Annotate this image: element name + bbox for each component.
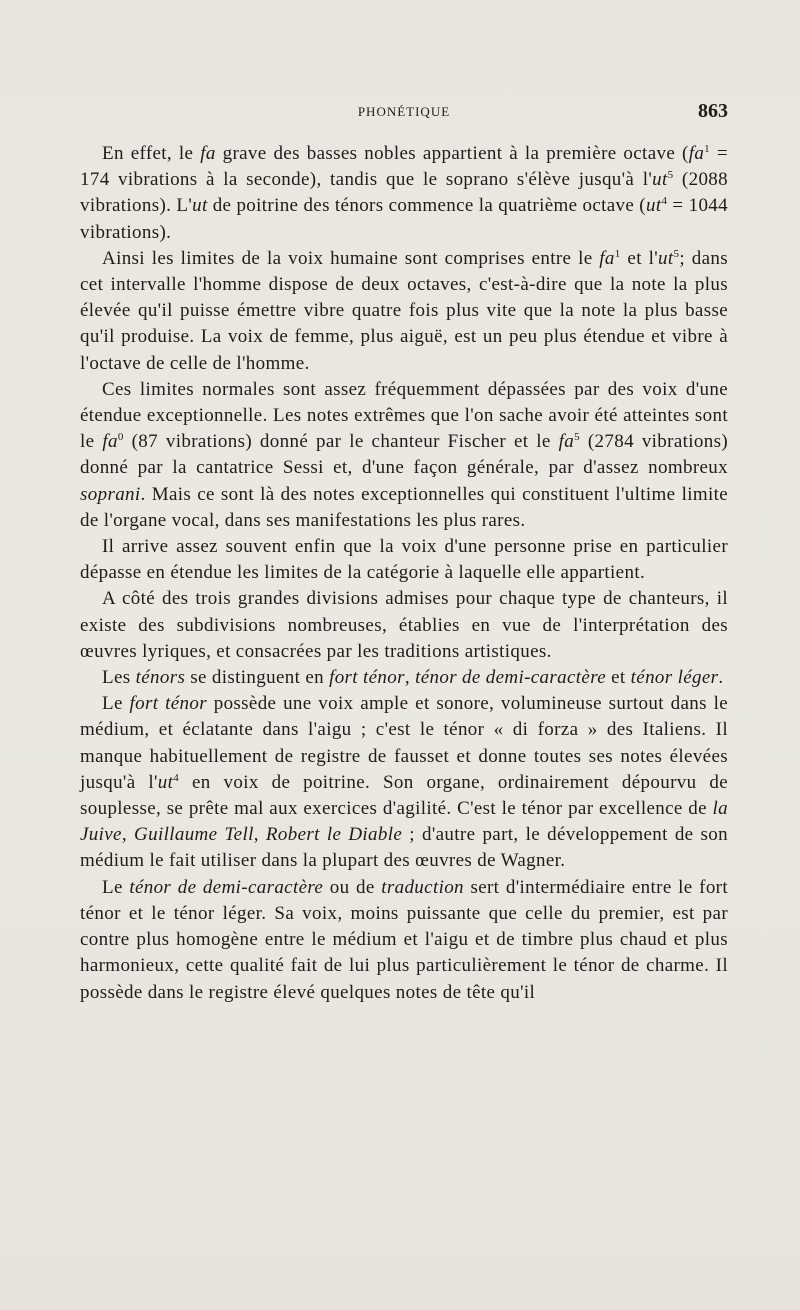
- text-run: Les: [102, 667, 136, 689]
- text-run: (2784 vibrations) donné par la cantatrice Sessi et, d'une façon générale, par d'assez nombreux: [80, 431, 728, 479]
- text-run: Le: [102, 693, 130, 715]
- text-run: Le: [102, 876, 130, 898]
- text-run: grave des basses nobles appartient à la première octave (: [215, 143, 689, 164]
- paragraph: [80, 377, 728, 534]
- superscript: 5: [574, 431, 580, 444]
- text-run: se distinguent en: [185, 667, 330, 689]
- italic-text: fort ténor: [129, 693, 207, 715]
- page-number: 863: [698, 100, 728, 122]
- paragraph: [80, 141, 728, 246]
- italic-text: fa: [688, 143, 705, 164]
- superscript: 5: [673, 247, 680, 260]
- italic-text: la Juive: [80, 798, 728, 846]
- italic-text: ténor de demi-caractère: [415, 667, 607, 689]
- paragraph: [80, 246, 728, 377]
- text-run: Ces limites normales sont assez fréquemment dépassées par des voix d'une étendue exceptionnelle. Les notes extrêmes que l'on sache avoir été atteintes sont le: [80, 378, 728, 453]
- italic-text: ut: [192, 195, 208, 217]
- text-run: = 1044 vibrations).: [80, 195, 728, 243]
- text-run: et l': [620, 247, 659, 269]
- text-run: sert d'intermédiaire entre le fort ténor et le ténor léger. Sa voix, moins puissante que celle du premier, est par contre plus homogène entre le médium et l'aigu et de timbre plus chaud et plus harmonieux, cette qualité fait de lui plus particulièrement le ténor de charme. Il possède dans le registre élevé quelques notes de tête qu'il: [80, 876, 728, 1003]
- paragraph: [80, 534, 728, 586]
- text-run: (2088 vibrations). L': [80, 169, 728, 217]
- superscript: 4: [173, 771, 180, 784]
- text-run: En effet, le: [102, 143, 201, 164]
- italic-text: ut: [645, 195, 662, 217]
- superscript: 1: [614, 247, 621, 260]
- text-run: ; d'autre part, le développement de son médium le fait utiliser dans la plupart des œuvres de Wagner.: [80, 824, 728, 872]
- superscript: 0: [117, 431, 124, 444]
- text-run: de poitrine des ténors commence la quatrième octave (: [207, 195, 646, 217]
- text-run: ,: [253, 824, 266, 846]
- italic-text: Robert le Diable: [265, 824, 403, 846]
- italic-text: fa: [102, 431, 118, 453]
- text-run: . Mais ce sont là des notes exceptionnelles qui constituent l'ultime limite de l'organe vocal, dans ses manifestations les plus rares.: [80, 483, 728, 531]
- italic-text: ténors: [135, 667, 186, 689]
- italic-text: ut: [652, 169, 668, 191]
- text-run: = 174 vibrations à la seconde), tandis que le soprano s'élève jusqu'à l': [80, 143, 728, 191]
- superscript: 5: [667, 169, 674, 182]
- paragraph: [80, 875, 728, 1006]
- italic-text: fa: [200, 143, 216, 164]
- italic-text: soprani: [80, 483, 141, 505]
- italic-text: ténor léger: [630, 667, 719, 689]
- page-header: [80, 100, 728, 124]
- italic-text: Guillaume Tell: [134, 824, 254, 846]
- text-run: (87 vibrations) donné par le chanteur Fischer et le: [123, 431, 559, 453]
- italic-text: fort ténor: [329, 667, 405, 689]
- text-run: ; dans cet intervalle l'homme dispose de deux octaves, c'est-à-dire que la note la plus élevée qu'il puisse émettre vibre quatre fois plus vite que la note la plus basse qu'il produise. La voix de femme, plus aiguë, est un peu plus étendue et vibre à l'octave de celle de l'homme.: [80, 247, 728, 374]
- text-run: Il arrive assez souvent enfin que la voix d'une personne prise en particulier dépasse en étendue les limites de la catégorie à laquelle elle appartient.: [80, 536, 728, 584]
- text-run: en voix de poitrine. Son organe, ordinairement dépourvu de souplesse, se prête mal aux exercices d'agilité. C'est le ténor par excellence de: [80, 771, 729, 820]
- paragraph: [80, 586, 728, 665]
- superscript: 1: [704, 143, 711, 155]
- text-run: ,: [121, 824, 135, 846]
- running-head: PHONÉTIQUE: [357, 104, 451, 119]
- superscript: 4: [661, 195, 668, 208]
- italic-text: fa: [558, 431, 575, 453]
- italic-text: ténor de demi-caractère: [129, 876, 324, 898]
- text-run: ,: [404, 667, 416, 689]
- text-run: A côté des trois grandes divisions admises pour chaque type de chanteurs, il existe des subdivisions nombreuses, établies en vue de l'interprétation des œuvres lyriques, et consacrées par les traditions artistiques.: [80, 588, 728, 662]
- text-run: et: [606, 667, 631, 689]
- text-run: ou de: [323, 876, 382, 898]
- paragraph: [80, 691, 728, 874]
- text-run: possède une voix ample et sonore, volumineuse surtout dans le médium, et éclatante dans l'aigu ; c'est le ténor « di forza » des Italiens. Il manque habituellement de registre de fausset et donne toutes ses notes élevées jusqu'à l': [80, 693, 728, 793]
- text-run: Ainsi les limites de la voix humaine sont comprises entre le: [102, 247, 600, 269]
- italic-text: traduction: [381, 876, 464, 898]
- italic-text: ut: [157, 771, 174, 793]
- italic-text: ut: [658, 247, 674, 269]
- text-run: .: [718, 667, 724, 689]
- italic-text: fa: [599, 247, 615, 269]
- body-text: [80, 141, 728, 1006]
- paragraph: [80, 665, 728, 691]
